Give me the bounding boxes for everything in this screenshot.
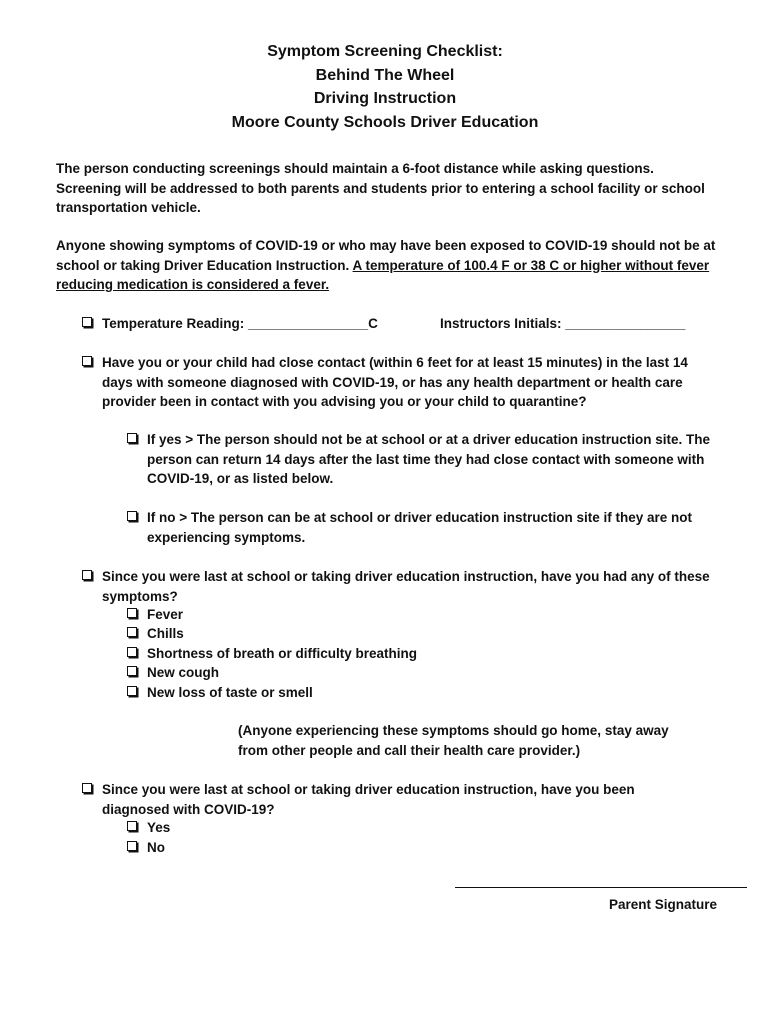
title-line-4: Moore County Schools Driver Education	[231, 113, 539, 131]
title-line-3: Driving Instruction	[313, 90, 457, 107]
if-yes-checkbox[interactable]	[127, 433, 137, 443]
exposure-statement: Anyone showing symptoms of COVID-19 or who may have been exposed to COVID-19 should not be at school or taking Driver Education Instruction.	[56, 238, 716, 273]
yes-checkbox[interactable]	[127, 821, 137, 831]
temperature-row	[82, 314, 722, 334]
if-yes-text: If yes > The person should not be at school or at a driver education instruction site. The person can return 14 days after the last time they had close contact with someone with COVID-19, or as listed below.	[147, 432, 710, 486]
symptoms-question	[82, 567, 722, 607]
symptoms-note: (Anyone experiencing these symptoms should go home, stay away from other people and call their health care provider.)	[238, 723, 669, 758]
yes-label: Yes	[147, 820, 171, 835]
symptom-label: New cough	[147, 665, 220, 680]
if-no-text: If no > The person can be at school or driver education instruction site if they are not experiencing symptoms.	[147, 510, 692, 545]
symptom-checkbox[interactable]	[127, 608, 137, 618]
no-checkbox[interactable]	[127, 841, 137, 851]
symptom-item	[127, 624, 527, 644]
signature-label: Parent Signature	[608, 897, 717, 912]
symptom-label: New loss of taste or smell	[147, 685, 313, 700]
temperature-checkbox[interactable]	[82, 317, 92, 327]
symptoms-question-text: Since you were last at school or taking driver education instruction, have you had any of these symptoms?	[102, 569, 710, 604]
signature-line[interactable]	[455, 887, 747, 888]
diagnosis-checkbox[interactable]	[82, 783, 92, 793]
close-contact-checkbox[interactable]	[82, 356, 92, 366]
no-label: No	[147, 840, 165, 855]
diagnosis-question-text: Since you were last at school or taking driver education instruction, have you been diagnosed with COVID-19?	[102, 782, 635, 817]
temperature-reading-label: Temperature Reading: ________________C	[102, 316, 378, 331]
close-contact-question	[82, 353, 722, 413]
title-line-1: Symptom Screening Checklist:	[267, 43, 503, 60]
page-title	[0, 40, 770, 134]
symptom-checkbox[interactable]	[127, 647, 137, 657]
symptom-label: Shortness of breath or difficulty breathing	[147, 646, 418, 661]
symptom-item	[127, 663, 527, 683]
symptom-item	[127, 683, 527, 703]
intro-paragraph-1: The person conducting screenings should maintain a 6-foot distance while asking questions. Screening will be addressed to both parents and students prior to entering a school facility or school transportation vehicle.	[56, 161, 705, 215]
intro-paragraph-2	[56, 236, 716, 295]
symptom-item	[127, 605, 527, 625]
diagnosis-option-yes	[127, 818, 327, 838]
diagnosis-option-no	[127, 838, 327, 858]
symptom-checkbox[interactable]	[127, 686, 137, 696]
symptom-label: Fever	[147, 607, 184, 622]
fever-definition: A temperature of 100.4 F or 38 C or higher without fever reducing medication is considered a fever.	[56, 257, 710, 292]
title-line-2: Behind The Wheel	[315, 66, 455, 84]
symptom-checkbox[interactable]	[127, 627, 137, 637]
if-no-item	[127, 508, 717, 548]
symptoms-checkbox[interactable]	[82, 570, 92, 580]
if-yes-item	[127, 430, 717, 490]
symptom-label: Chills	[147, 626, 184, 641]
instructor-initials-label: Instructors Initials: ________________	[440, 316, 686, 331]
symptom-checkbox[interactable]	[127, 666, 137, 676]
close-contact-text: Have you or your child had close contact (within 6 feet for at least 15 minutes) in the last 14 days with someone diagnosed with COVID-19, or has any health department or health care provider been in contact with you advising you or your child to quarantine?	[102, 355, 688, 409]
diagnosis-question	[82, 780, 722, 820]
if-no-checkbox[interactable]	[127, 511, 137, 521]
symptom-item	[127, 644, 527, 664]
